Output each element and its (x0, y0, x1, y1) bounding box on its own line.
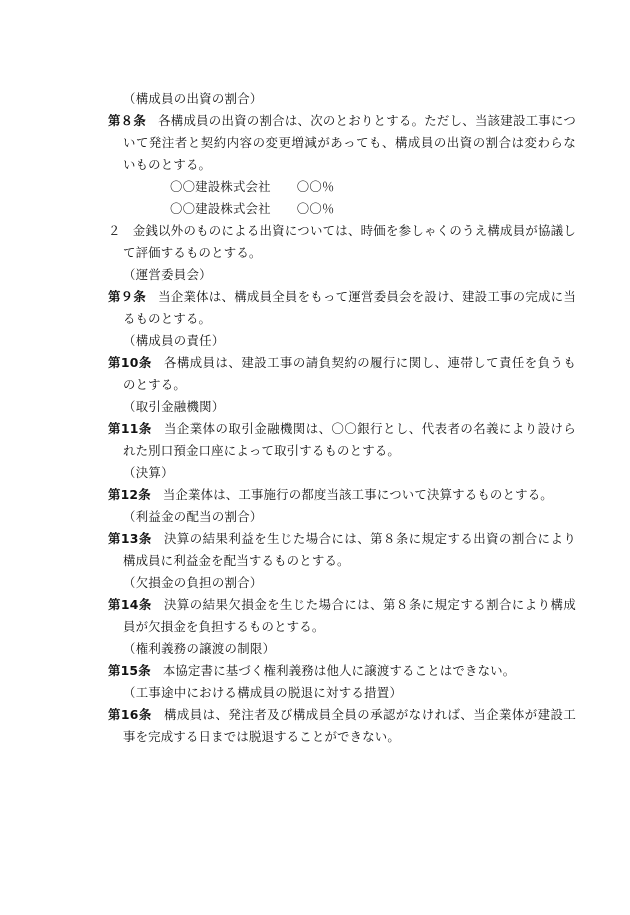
share-company-1: 〇〇建設株式会社 (170, 179, 271, 194)
article-text-9: 当企業体は、構成員全員をもって運営委員会を設け、建設工事の完成に当るものとする。 (123, 289, 576, 326)
article-text-15: 本協定書に基づく権利義務は他人に譲渡することはできない。 (162, 663, 516, 678)
article-number-16: 第16条 (108, 707, 152, 722)
article-15 (108, 660, 576, 682)
article-text-10: 各構成員は、建設工事の請負契約の履行に関し、連帯して責任を負うものとする。 (123, 355, 577, 392)
article-11 (108, 418, 576, 462)
share-row-2 (108, 198, 576, 220)
article-text-16: 構成員は、発注者及び構成員全員の承認がなければ、当企業体が建設工事を完成する日までは脱退することができない。 (123, 707, 577, 744)
share-percent-2: 〇〇％ (296, 201, 335, 216)
article-text-11: 当企業体の取引金融機関は、〇〇銀行とし、代表者の名義により設けられた別口預金口座によって取引するものとする。 (123, 421, 577, 458)
article-number-14: 第14条 (108, 597, 152, 612)
article-number-11: 第11条 (108, 421, 152, 436)
article-number-13: 第13条 (108, 531, 152, 546)
article-8-paragraph-2 (108, 220, 576, 264)
paragraph-number-2: ２ (108, 223, 121, 238)
article-number-8: 第８条 (108, 113, 147, 128)
article-9 (108, 286, 576, 330)
share-row-1 (108, 176, 576, 198)
article-heading-9: （運営委員会） (123, 267, 212, 282)
article-heading-13: （利益金の配当の割合） (123, 509, 263, 524)
article-14 (108, 594, 576, 638)
share-percent-1: 〇〇％ (296, 179, 335, 194)
article-heading-16: （工事途中における構成員の脱退に対する措置） (123, 685, 403, 700)
article-text-12: 当企業体は、工事施行の都度当該工事について決算するものとする。 (162, 487, 553, 502)
article-heading-11: （取引金融機関） (123, 399, 225, 414)
paragraph-text-2: 金銭以外のものによる出資については、時価を参しゃくのうえ構成員が協議して評価するものとする。 (123, 223, 576, 260)
article-heading-12: （決算） (123, 465, 174, 480)
article-12 (108, 484, 576, 506)
article-number-15: 第15条 (108, 663, 151, 678)
article-8 (108, 110, 576, 176)
article-heading-14: （欠損金の負担の割合） (123, 575, 263, 590)
document-page (108, 88, 576, 748)
article-number-12: 第12条 (108, 487, 151, 502)
article-10 (108, 352, 576, 396)
article-text-14: 決算の結果欠損金を生じた場合には、第８条に規定する割合により構成員が欠損金を負担するものとする。 (123, 597, 577, 634)
article-13 (108, 528, 576, 572)
article-text-13: 決算の結果利益を生じた場合には、第８条に規定する出資の割合により構成員に利益金を配当するものとする。 (123, 531, 577, 568)
article-heading-8: （構成員の出資の割合） (123, 91, 263, 106)
article-number-9: 第９条 (108, 289, 147, 304)
article-heading-10: （構成員の責任） (123, 333, 225, 348)
article-heading-15: （権利義務の譲渡の制限） (123, 641, 276, 656)
article-text-8: 各構成員の出資の割合は、次のとおりとする。ただし、当該建設工事について発注者と契約内容の変更増減があっても、構成員の出資の割合は変わらないものとする。 (123, 113, 576, 172)
share-company-2: 〇〇建設株式会社 (170, 201, 271, 216)
article-number-10: 第10条 (108, 355, 152, 370)
article-16 (108, 704, 576, 748)
